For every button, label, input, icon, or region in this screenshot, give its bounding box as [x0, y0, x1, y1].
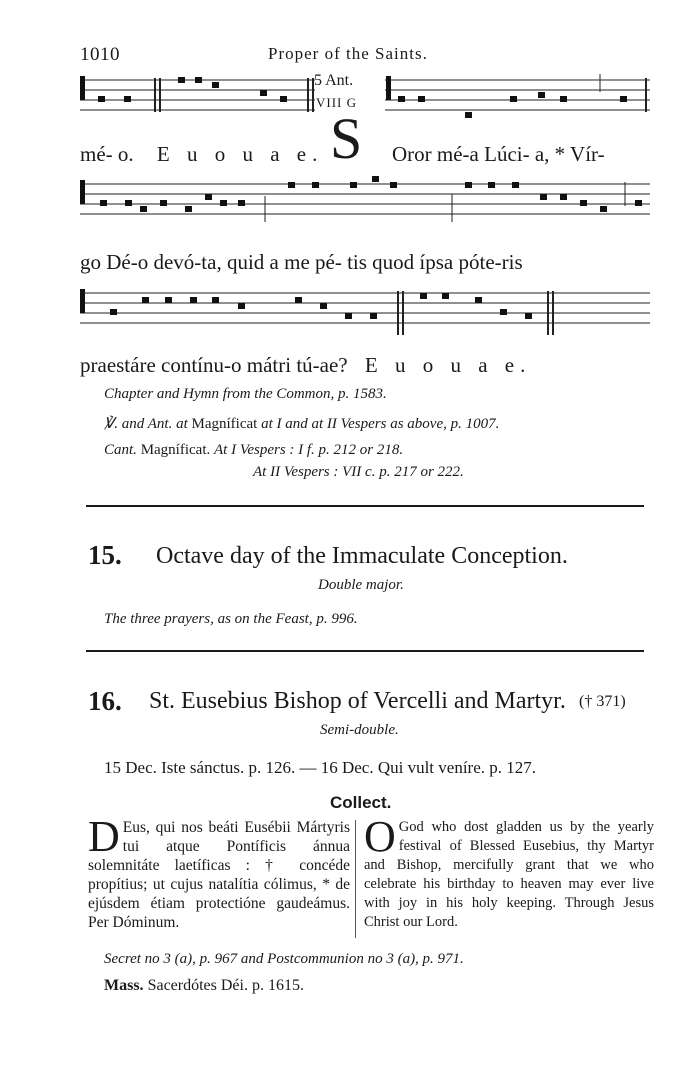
chant-lyric-3 [80, 353, 531, 378]
chapter-hymn-note: Chapter and Hymn from the Common, p. 1583. [104, 386, 387, 402]
euouae: E u o u a e. [364, 353, 532, 377]
feast-title: Octave day of the Immaculate Conception. [156, 543, 568, 569]
canticle-note-1: Cant. Magníficat. At I Vespers : I f. p. 212 or 218. [104, 442, 404, 458]
mode-sub: VIII G [316, 95, 358, 110]
feast-number: 16. [88, 686, 122, 716]
collect-english [364, 812, 654, 932]
lyric-syllables: praestáre contínu-o mátri tú-ae? [80, 353, 348, 377]
column-divider [355, 820, 356, 938]
euouae: E u o u a e. [156, 142, 324, 166]
lyric-syllables: mé- o. [80, 142, 134, 166]
latin-dropcap: D [88, 812, 120, 861]
responsories-line: 15 Dec. Iste sánctus. p. 126. — 16 Dec. Qui vult veníre. p. 127. [104, 758, 536, 777]
page-number: 1010 [80, 44, 120, 65]
english-text: God who dost gladden us by the yearly festival of Blessed Eusebius, thy Martyr and Bishop, mercifully grant that we who celebrate his birthday to heaven may ever live with joy in his holy keeping. Through Jesus Christ our Lord. [364, 819, 654, 930]
feast-title: St. Eusebius Bishop of Vercelli and Martyr. [149, 688, 566, 714]
english-dropcap: O [364, 812, 396, 861]
chant-lyric-1-left [80, 142, 323, 167]
collect-heading: Collect. [330, 793, 392, 812]
mass-line: Mass. Sacerdótes Déi. p. 1615. [104, 977, 304, 994]
chant-staff-3 [80, 285, 650, 345]
feast-dates: († 371) [579, 693, 626, 710]
initial-letter: S [330, 106, 363, 171]
versicle-note: ℣. and Ant. at Magníficat at I and at II Vespers as above, p. 1007. [104, 416, 500, 432]
chant-lyric-1-right: Oror mé-a Lúci- a, * Vír- [392, 142, 605, 166]
secret-postcommunion-note: Secret no 3 (a), p. 967 and Postcommunion no 3 (a), p. 971. [104, 951, 464, 967]
chant-lyric-2: go Dé-o devó-ta, quid a me pé- tis quod ípsa póte-ris [80, 250, 523, 274]
section-divider [86, 505, 644, 507]
section-divider [86, 650, 644, 652]
feast-rank: Double major. [318, 577, 404, 593]
chant-staff-2 [80, 172, 650, 232]
chant-staff-1 [80, 72, 650, 132]
mode-label: 5 Ant. [314, 72, 354, 89]
canticle-note-2: At II Vespers : VII c. p. 217 or 222. [253, 464, 464, 480]
running-title: Proper of the Saints. [268, 44, 428, 63]
prayers-note: The three prayers, as on the Feast, p. 996. [104, 611, 358, 627]
latin-text: Eus, qui nos beáti Eusébii Mártyris tui atque Pontíficis ánnua solemnitáte laetíficas : † concéde propítius; ut cujus natalítia cólimus, * de ejúsdem étiam protectióne gaudeámus. Per Dóminum. [88, 819, 350, 931]
feast-number: 15. [88, 540, 122, 570]
feast-rank: Semi-double. [320, 722, 399, 738]
collect-latin [88, 812, 350, 932]
